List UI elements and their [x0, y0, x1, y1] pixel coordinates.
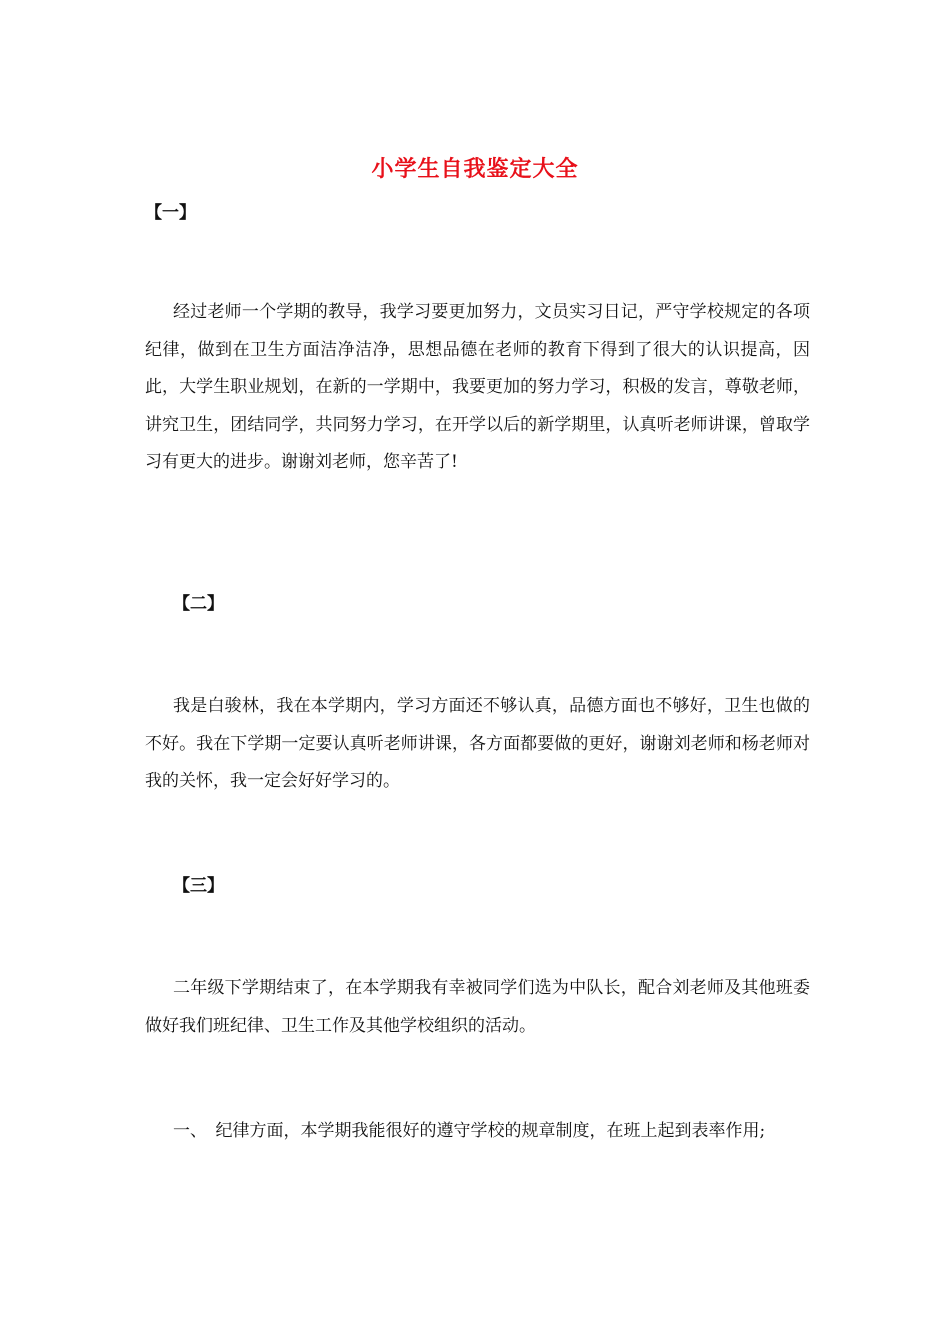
document-title: 小学生自我鉴定大全	[371, 156, 579, 182]
section-heading-3: 【三】	[173, 876, 224, 896]
section-3-paragraph-1: 二年级下学期结束了，在本学期我有幸被同学们选为中队长，配合刘老师及其他班委做好我们班纪律、卫生工作及其他学校组织的活动。	[145, 978, 810, 1036]
section-heading-1: 【一】	[145, 203, 196, 223]
section-1-paragraph-1: 经过老师一个学期的教导，我学习要更加努力，文员实习日记，严守学校规定的各项纪律，做到在卫生方面洁净洁净，思想品德在老师的教育下得到了很大的认识提高，因此，大学生职业规划，在新的一学期中，我要更加的努力学习，积极的发言，尊敬老师，讲究卫生，团结同学，共同努力学习，在开学以后的新学期里，认真听老师讲课，曾取学习有更大的进步。谢谢刘老师，您辛苦了!	[145, 302, 810, 472]
section-heading-2: 【二】	[173, 594, 224, 614]
section-3-paragraph-2: 一、 纪律方面，本学期我能很好的遵守学校的规章制度，在班上起到表率作用;	[173, 1121, 766, 1141]
section-2-paragraph-1: 我是白骏林，我在本学期内，学习方面还不够认真，品德方面也不够好，卫生也做的不好。我在下学期一定要认真听老师讲课，各方面都要做的更好，谢谢刘老师和杨老师对我的关怀，我一定会好好学习的。	[145, 696, 810, 791]
